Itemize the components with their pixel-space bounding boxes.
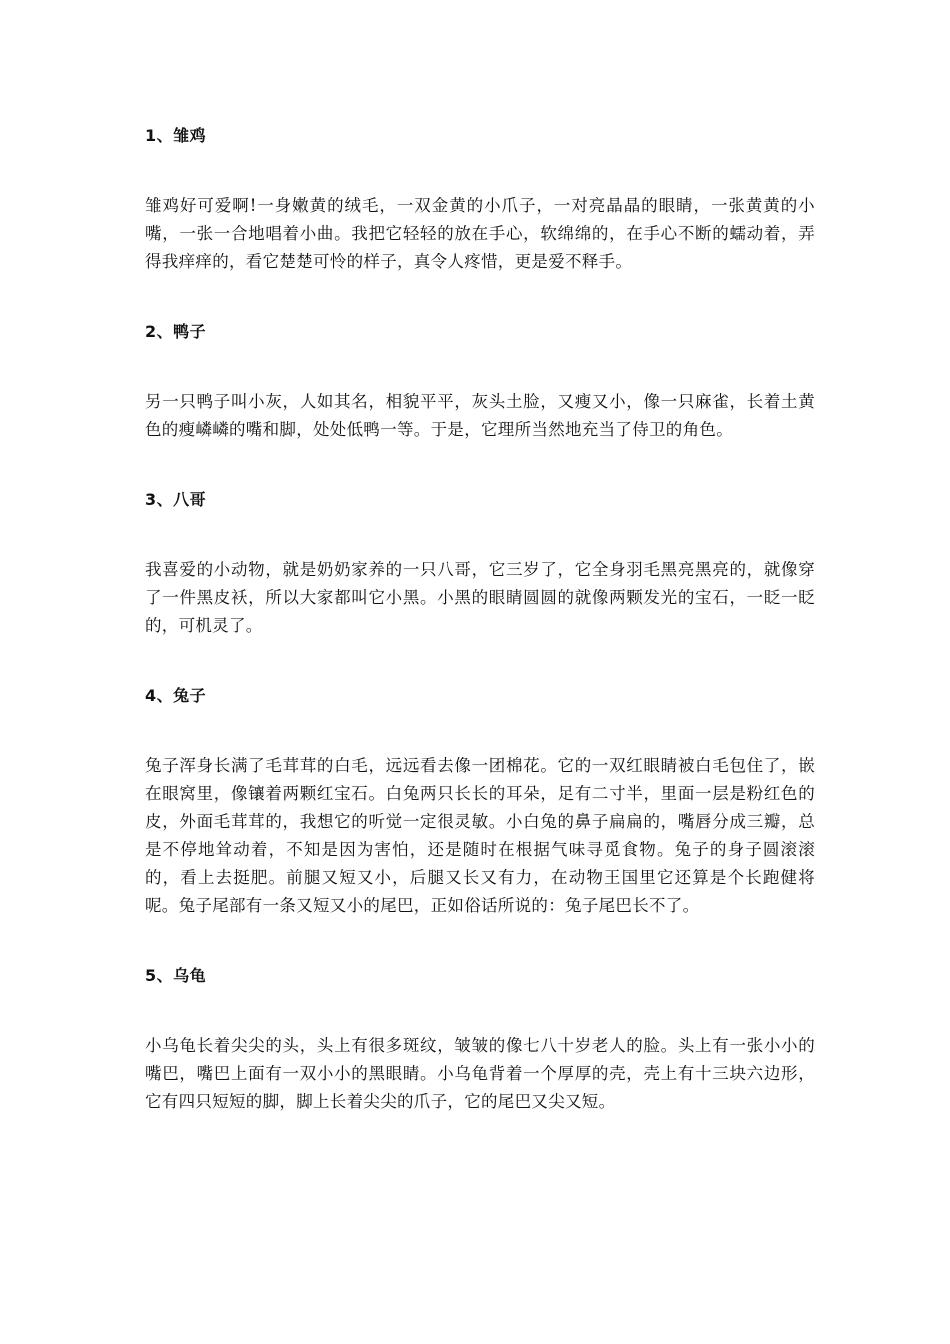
section-paragraph: 雏鸡好可爱啊!一身嫩黄的绒毛，一双金黄的小爪子，一对亮晶晶的眼睛，一张黄黄的小嘴，一张一合地唱着小曲。我把它轻轻的放在手心，软绵绵的，在手心不断的蠕动着，弄得我痒痒的，看它楚楚可怜的样子，真令人疼惜，更是爱不释手。 — [145, 196, 815, 271]
section-paragraph: 另一只鸭子叫小灰，人如其名，相貌平平，灰头土脸，又瘦又小，像一只麻雀，长着土黄色的瘦嶙嶙的嘴和脚，处处低鸭一等。于是，它理所当然地充当了侍卫的角色。 — [145, 392, 815, 439]
section-heading: 4、兔子 — [145, 686, 207, 705]
section-rabbit — [145, 680, 815, 920]
section-myna — [145, 484, 815, 640]
section-paragraph: 小乌龟长着尖尖的头，头上有很多斑纹，皱皱的像七八十岁老人的脸。头上有一张小小的嘴巴，嘴巴上面有一双小小的黑眼睛。小乌龟背着一个厚厚的壳，壳上有十三块六边形，它有四只短短的脚，脚上长着尖尖的爪子，它的尾巴又尖又短。 — [145, 1036, 815, 1111]
section-turtle — [145, 960, 815, 1116]
section-heading: 5、乌龟 — [145, 966, 207, 985]
section-paragraph: 兔子浑身长满了毛茸茸的白毛，远远看去像一团棉花。它的一双红眼睛被白毛包住了，嵌在眼窝里，像镶着两颗红宝石。白兔两只长长的耳朵，足有二寸半，里面一层是粉红色的皮，外面毛茸茸的，我想它的听觉一定很灵敏。小白兔的鼻子扁扁的，嘴唇分成三瓣，总是不停地耸动着，不知是因为害怕，还是随时在根据气味寻觅食物。兔子的身子圆滚滚的，看上去挺肥。前腿又短又小，后腿又长又有力，在动物王国里它还算是个长跑健将呢。兔子尾部有一条又短又小的尾巴，正如俗话所说的：兔子尾巴长不了。 — [145, 756, 815, 915]
section-paragraph: 我喜爱的小动物，就是奶奶家养的一只八哥，它三岁了，它全身羽毛黑亮黑亮的，就像穿了一件黑皮袄，所以大家都叫它小黑。小黑的眼睛圆圆的就像两颗发光的宝石，一眨一眨的，可机灵了。 — [145, 560, 815, 635]
section-heading: 2、鸭子 — [145, 322, 207, 341]
section-heading: 3、八哥 — [145, 490, 207, 509]
document-body — [145, 120, 815, 1156]
section-heading: 1、雏鸡 — [145, 126, 207, 145]
section-duck — [145, 316, 815, 444]
section-chick — [145, 120, 815, 276]
